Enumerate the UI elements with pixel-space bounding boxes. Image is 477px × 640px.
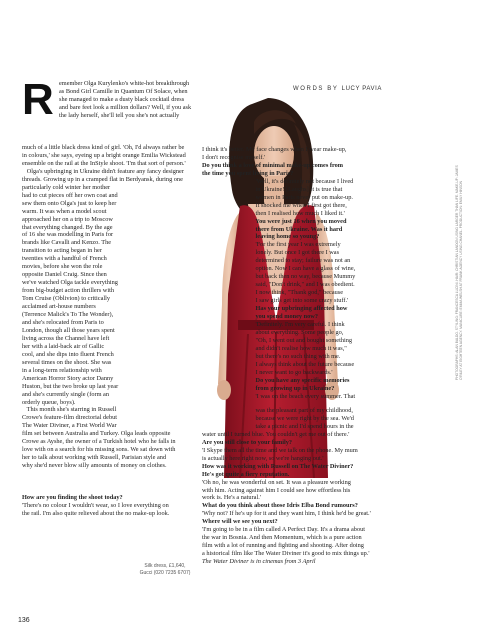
byline-author: LUCY PAVIA <box>341 86 383 92</box>
text-line: we've watched Olga tackle everything <box>22 279 118 287</box>
text-line: because we were right by the sea. We'd <box>202 414 354 422</box>
text-line: 'I was on the beach every summer. That <box>202 392 356 400</box>
text-line: cool, and she dips into fluent French <box>22 350 114 358</box>
text-line: particularly cold winter her mother <box>22 183 111 191</box>
text-line: Do you think a love of minimal make-up comes from <box>202 161 344 169</box>
text-line: water until I turned blue. You couldn't get me out of there.' <box>202 430 350 438</box>
text-line: that everything changed. By the age <box>22 223 113 231</box>
text-line: of 16 she was modelling in Paris for <box>22 231 114 239</box>
text-line: It shocked me when I first got there, <box>202 201 347 209</box>
interview-left-column <box>22 494 169 518</box>
text-line: 'I Skype them all the time and we talk on the phone. My mum <box>202 446 358 454</box>
text-line: option. Now I can have a glass of wine, <box>202 265 356 273</box>
text-line: you spend money now? <box>202 313 318 321</box>
text-line: I don't recognise myself.' <box>202 153 266 161</box>
text-line: the war in Bosnia. And then Momentum, which is a pure action <box>202 534 362 542</box>
text-line: 'For the first year I was extremely <box>202 241 341 249</box>
text-line: 'Definitely. I'm very careful. I think <box>202 320 345 328</box>
photo-credits <box>455 165 465 380</box>
text-line: love with on a search for his missing sons. We sat down with <box>22 446 176 454</box>
text-line: This month she's starring in Russell <box>22 406 117 414</box>
text-line: I now think, "Thank god," because <box>202 289 344 297</box>
text-line: lonely. But once I got there I was <box>202 249 340 257</box>
text-line: orderly queue, boys). <box>22 398 76 406</box>
photo-caption <box>130 563 200 577</box>
text-line: she managed to make a dusty black cocktail dress <box>59 95 185 103</box>
text-line: Where will we see you next? <box>202 518 278 526</box>
text-line: in Ukraine! [Laughs] It is true that <box>202 185 343 193</box>
text-line: determined to stay; failure was not an <box>202 257 351 265</box>
text-line: is actually here right now, so we're hanging out.' <box>202 454 324 462</box>
text-line: 'There's no colour I wouldn't wear, so I love everything on <box>22 501 169 509</box>
text-line: American Horror Story actor Danny <box>22 374 114 382</box>
text-line: but there's no such thing with me. <box>202 352 341 360</box>
text-line: there from Ukraine. Was it hard <box>202 225 343 233</box>
text-line: London, though all those years spent <box>22 326 115 334</box>
caption-line: Silk dress, £1,640, <box>144 563 186 569</box>
text-line: 'Oh no, he was wonderful on set. It was a pleasure working <box>202 478 351 486</box>
text-line: warm. It was when a model scout <box>22 207 107 215</box>
text-line: and she's relocated from Paris to <box>22 318 104 326</box>
text-line: (Terrence Malick's To The Wonder), <box>22 311 114 319</box>
text-line: brands like Cavalli and Kenzo. The <box>22 239 112 247</box>
text-line: several times on the shoot. She was <box>22 358 112 366</box>
text-line: much of a little black dress kind of girl. 'Oh, I'd always rather be <box>22 144 185 151</box>
text-line: ensemble on the rail at the InStyle shoot. 'I'm that sort of person.' <box>22 159 186 167</box>
text-line: 'Why not? If he's up for it and they want him, I think he'd be great.' <box>202 510 371 518</box>
text-line: Olga's upbringing in Ukraine didn't feature any fancy designer <box>22 167 184 175</box>
text-line: but back then no way, because Mummy <box>202 273 356 281</box>
text-line: 'I'm going to be in a film called A Perfect Day. It's a drama about <box>202 526 365 534</box>
credit-line: PHOTOGRAPHS: ALAN BALDO. STYLING: FRANCESCA LUCINI. HAIR: CHRISTIAN LANDON USING LARGER THAN LIFE. MAKE-UP: JAMES <box>455 165 459 380</box>
text-line: The Water Diviner is in cinemas from 3 April <box>202 558 316 566</box>
text-line: living across the Channel have left <box>22 334 110 342</box>
text-line: in colours,' she says, eyeing up a bright orange Emilia Wickstead <box>22 151 186 159</box>
page-number: 136 <box>18 617 30 624</box>
text-line: threads. Growing up in a cramped flat in Berdyansk, during one <box>22 175 183 183</box>
text-line: was the pleasant part of my childhood, <box>202 407 353 414</box>
text-line: the rail. I'm also quite relieved about the no make-up look. <box>22 509 170 517</box>
text-line: transition to acting began in her <box>22 247 102 255</box>
text-line: How are you finding the shoot today? <box>22 494 123 501</box>
text-line: emember Olga Kurylenko's white-hot breakthrough <box>59 80 190 87</box>
text-line: from growing up in Ukraine? <box>202 384 335 392</box>
byline <box>293 86 382 92</box>
text-line: 'Well, it's definitely not because I lived <box>202 177 354 185</box>
text-line: The Water Diviner, a First World War <box>22 422 117 430</box>
text-line: why she'd never blow silly amounts of money on clothes. <box>22 462 167 470</box>
interview-right-column <box>202 146 462 401</box>
text-line: Do you have any specific memories <box>202 376 350 384</box>
text-line: about everything. Some people go, <box>202 328 344 336</box>
text-line: women in Paris never put on make-up. <box>202 193 353 201</box>
text-line: her to talk about working with Russell, Parisian style and <box>22 454 167 462</box>
drop-cap: R <box>22 75 54 124</box>
text-line: I always think about the future because <box>202 360 355 368</box>
text-line: had to cut pieces off her own coat and <box>22 191 118 199</box>
text-line: in a long-term relationship with <box>22 366 102 374</box>
text-line: opposite Daniel Craig. Since then <box>22 271 107 279</box>
text-line: film with a lot of running and fighting and shooting. After doing <box>202 542 364 550</box>
text-line: approached her on a trip to Moscow <box>22 215 113 223</box>
text-line: film set between Australia and Turkey. Olga leads opposite <box>22 430 171 438</box>
text-line: What do you think about those Idris Elba Bond rumours? <box>202 502 358 510</box>
text-line: and bare feet look a million dollars? Well, if you ask <box>59 103 192 111</box>
text-line: as Bond Girl Camille in Quantum Of Solace, when <box>59 87 188 95</box>
text-line: then I realised how much I liked it.' <box>202 209 345 217</box>
byline-label: WORDS BY <box>293 86 339 92</box>
credit-line: O'RILEY AT EIGHTEEN AGENCY. MANICURE: EMMA WELSH AT FRANK AGENCY USING CHANEL. PRODUCTION: EMILY HINSON <box>459 180 463 380</box>
text-line: movies, before she won the role <box>22 263 103 271</box>
text-line: twenties with a handful of French <box>22 255 107 263</box>
text-line: I think it's better. My face changes when I wear make-up, <box>202 146 347 153</box>
text-line: sew them onto Olga's just to keep her <box>22 199 117 207</box>
text-line: Crowe as Ayshe, the owner of a Turkish hotel who he falls in <box>22 438 176 446</box>
text-line: said, "Don't drink," and I was obedient. <box>202 281 355 289</box>
text-line: take a picnic and I'd spend hours in the <box>202 422 354 430</box>
text-line: You were just 16 when you moved <box>202 217 347 225</box>
text-line: How was it working with Russell on The Water Diviner? <box>202 462 354 470</box>
text-line: acclaimed art-house numbers <box>22 303 96 311</box>
text-line: Huston, but the two broke up last year <box>22 382 119 390</box>
text-line: work is. He's a natural.' <box>202 494 261 502</box>
text-line: the lady herself, she'll tell you she's not actually <box>59 111 180 119</box>
text-line: her with a laid-back air of Gallic <box>22 342 105 350</box>
text-line: leaving home so young? <box>202 233 320 241</box>
text-line: Are you still close to your family? <box>202 438 293 446</box>
text-line: Tom Cruise (Oblivion) to critically <box>22 295 111 303</box>
text-line: I saw girls get into some crazy stuff.' <box>202 297 349 305</box>
text-line: a historical film like The Water Diviner it's good to mix things up.' <box>202 550 370 558</box>
text-line: and she's currently single (form an <box>22 390 109 398</box>
caption-line: Gucci (020 7235 6707) <box>139 570 191 576</box>
text-line: He's got quite a fiery reputation. <box>202 470 290 478</box>
interview-right-column-continued <box>202 407 462 566</box>
text-line: from big-budget action thrillers with <box>22 287 114 295</box>
text-line: Has your upbringing affected how <box>202 305 348 313</box>
text-line: "Oh, I went out and bought something <box>202 336 353 344</box>
text-line: and didn't realise how much it was," <box>202 344 347 352</box>
text-line: with him. Acting against him I could see how effortless his <box>202 486 351 494</box>
text-line: the time you spent living in Paris? <box>202 169 294 177</box>
text-line: Crowe's feature-film directorial debut <box>22 414 118 422</box>
text-line: I never want to go backwards.' <box>202 368 333 376</box>
